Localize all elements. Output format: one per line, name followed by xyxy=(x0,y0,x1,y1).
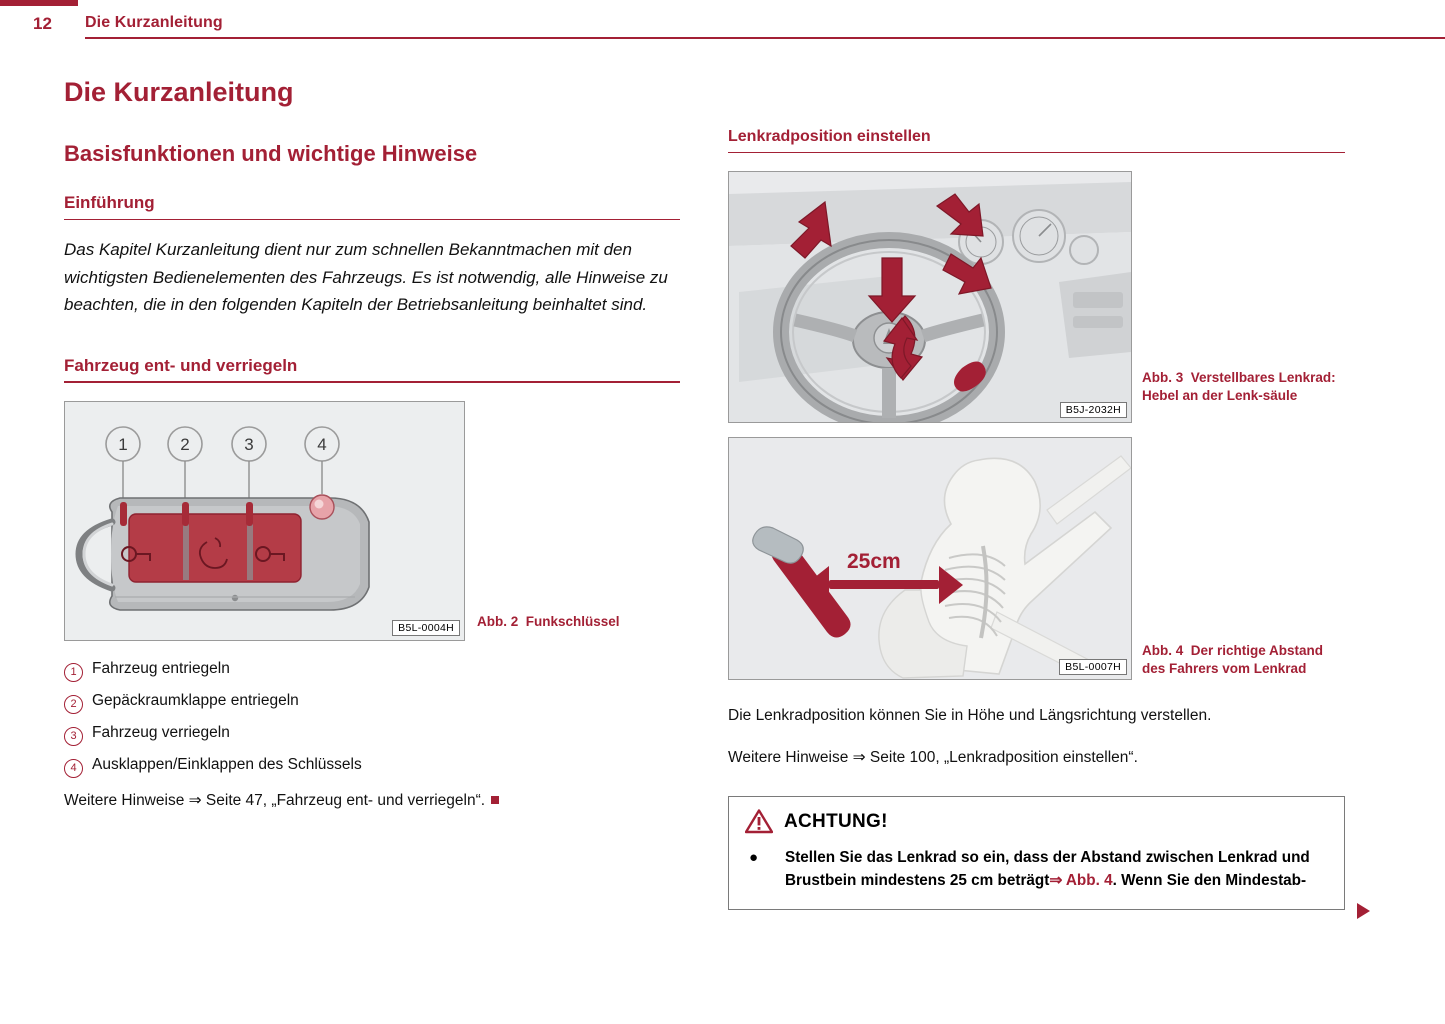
warning-body xyxy=(745,847,1328,893)
list-text-1: Fahrzeug entriegeln xyxy=(92,659,230,677)
list-number-4: 4 xyxy=(64,759,83,778)
subheading-rule-3 xyxy=(728,152,1345,154)
page-header xyxy=(0,0,1445,42)
svg-text:3: 3 xyxy=(244,434,254,454)
figure-3-steering-wheel xyxy=(728,171,1132,423)
figure-4-driver-distance xyxy=(728,437,1132,680)
svg-text:4: 4 xyxy=(317,434,327,454)
driver-distance-illustration xyxy=(729,438,1131,679)
figure-4-caption xyxy=(1142,642,1347,678)
left-cross-reference xyxy=(64,790,680,812)
warning-text-part2: . Wenn Sie den Mindestab- xyxy=(1112,872,1307,890)
header-chapter-title: Die Kurzanleitung xyxy=(85,14,223,31)
figure-2-caption-label: Abb. 2 xyxy=(477,613,519,629)
left-column xyxy=(64,60,680,812)
list-item xyxy=(64,659,680,680)
figure-3-caption-text: Verstellbares Lenkrad: Hebel an der Lenk-säule xyxy=(1142,370,1336,404)
intro-paragraph: Das Kapitel Kurzanleitung dient nur zum schnellen Bekanntmachen mit den wichtigsten Bedienelementen des Fahrzeugs. Es ist notwendig, alle Hinweise zu beachten, die in den folgenden Kapiteln der Betriebsanleitung beinhaltet sind. xyxy=(64,240,668,315)
right-paragraph-1: Die Lenkradposition können Sie in Höhe und Längsrichtung verstellen. xyxy=(728,707,1212,725)
warning-text-reference: ⇒ Abb. 4 xyxy=(1049,872,1113,890)
subheading-rule xyxy=(64,219,680,221)
list-text-3: Fahrzeug verriegeln xyxy=(92,723,230,741)
list-item xyxy=(64,691,680,712)
figure-4-caption-label: Abb. 4 xyxy=(1142,643,1184,659)
continuation-arrow-icon xyxy=(1357,903,1370,919)
warning-title: ACHTUNG! xyxy=(784,810,888,832)
list-number-1: 1 xyxy=(64,663,83,682)
svg-text:2: 2 xyxy=(180,434,190,454)
list-text-2: Gepäckraumklappe entriegeln xyxy=(92,691,299,709)
list-item xyxy=(64,755,680,776)
list-number-2: 2 xyxy=(64,695,83,714)
subheading-rule-2 xyxy=(64,381,680,383)
warning-bullet: ● xyxy=(749,849,759,867)
end-marker-square xyxy=(491,796,499,804)
figure-2-caption-text: Funkschlüssel xyxy=(525,613,620,629)
list-number-3: 3 xyxy=(64,727,83,746)
steering-wheel-illustration xyxy=(729,172,1131,422)
figure-3-caption xyxy=(1142,369,1347,405)
warning-text xyxy=(785,847,1328,893)
subheading-einfuehrung: Einführung xyxy=(64,192,155,212)
figure-2-caption xyxy=(477,613,677,631)
subheading-fahrzeug-entriegeln: Fahrzeug ent- und verriegeln xyxy=(64,355,298,375)
warning-triangle-icon xyxy=(745,809,773,834)
subheading-lenkradposition: Lenkradposition einstellen xyxy=(728,128,931,145)
figure-4-code: B5L-0007H xyxy=(1059,659,1127,675)
right-paragraph-2: Weitere Hinweise ⇒ Seite 100, „Lenkradposition einstellen“. xyxy=(728,749,1138,767)
key-functions-list xyxy=(64,659,680,776)
key-fob-illustration xyxy=(65,402,464,640)
warning-text-part1: Stellen Sie das Lenkrad so ein, dass der Abstand zwischen Lenkrad und Brustbein mindestens 25 cm beträgt xyxy=(785,849,1310,890)
section-heading: Basisfunktionen und wichtige Hinweise xyxy=(64,140,478,166)
figure-3-code: B5J-2032H xyxy=(1060,402,1127,418)
header-rule xyxy=(85,37,1445,39)
figure-4-distance-label: 25cm xyxy=(847,550,901,574)
page-number: 12 xyxy=(33,14,52,33)
list-item xyxy=(64,723,680,744)
figure-4-caption-text: Der richtige Abstand des Fahrers vom Lenkrad xyxy=(1142,643,1324,677)
header-accent-bar xyxy=(0,0,78,6)
figure-2-funkschluessel xyxy=(64,401,465,641)
figure-2-code: B5L-0004H xyxy=(392,620,460,636)
left-cross-reference-text: Weitere Hinweise ⇒ Seite 47, „Fahrzeug ent- und verriegeln“. xyxy=(64,791,486,809)
figure-3-caption-label: Abb. 3 xyxy=(1142,370,1184,386)
warning-header xyxy=(745,809,1328,834)
chapter-heading: Die Kurzanleitung xyxy=(64,77,294,107)
right-column xyxy=(728,128,1345,910)
svg-text:1: 1 xyxy=(118,434,128,454)
list-text-4: Ausklappen/Einklappen des Schlüssels xyxy=(92,755,362,773)
warning-box xyxy=(728,796,1345,910)
